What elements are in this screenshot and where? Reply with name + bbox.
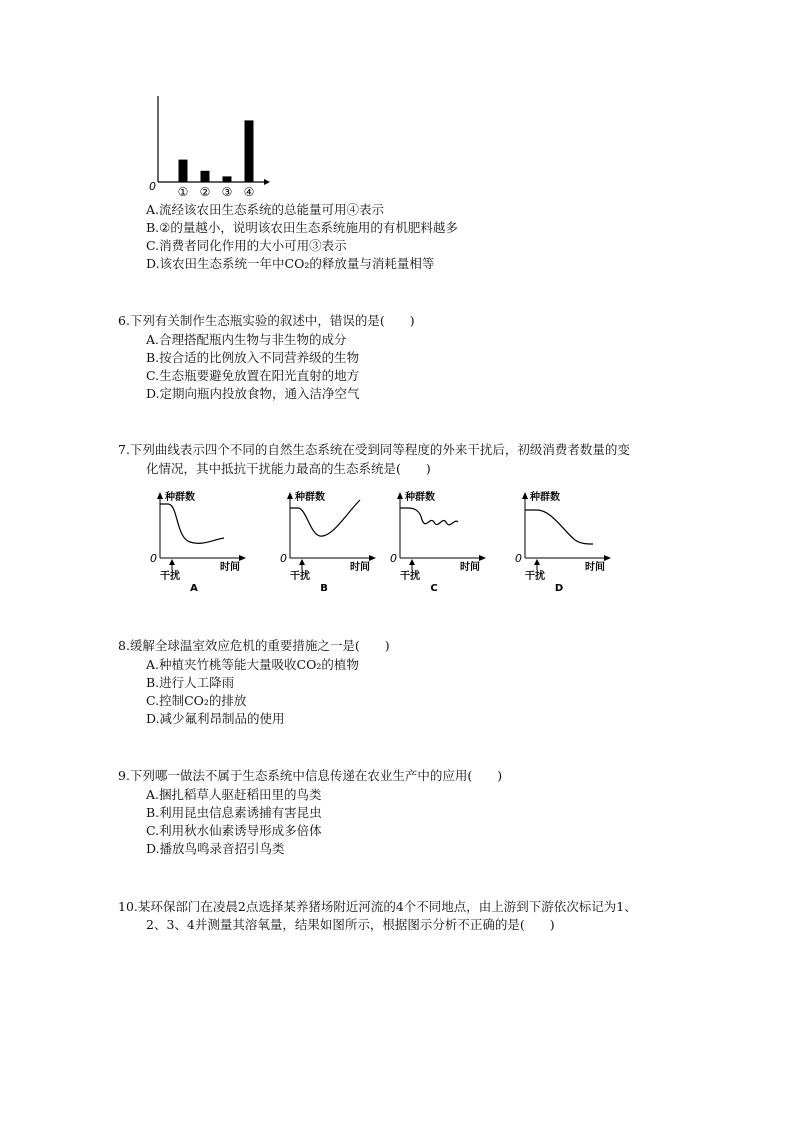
- q6-option-d: D.定期向瓶内投放食物，通入洁净空气: [146, 386, 360, 401]
- q6-option-a: A.合理搭配瓶内生物与非生物的成分: [146, 332, 347, 347]
- q7-graph-d: [515, 490, 615, 595]
- q5-bar-3: [223, 176, 232, 182]
- q6-stem: 6.下列有关制作生态瓶实验的叙述中，错误的是( ): [118, 313, 415, 328]
- q7-disturb-label: 干扰: [400, 571, 420, 582]
- q7-y-label: 种群数: [295, 492, 325, 503]
- q9-option-c: C.利用秋水仙素诱导形成多倍体: [146, 823, 322, 838]
- q9-stem: 9.下列哪一做法不属于生态系统中信息传递在农业生产中的应用( ): [118, 768, 503, 783]
- q7-x-label: 时间: [460, 562, 480, 573]
- q5-origin-label: 0: [149, 180, 156, 193]
- q7-panel-label: D: [554, 583, 564, 594]
- q8-option-d: D.减少氟利昂制品的使用: [146, 711, 285, 726]
- q7-y-label: 种群数: [165, 492, 195, 503]
- q7-origin-label: 0: [390, 552, 397, 565]
- q7-x-label: 时间: [585, 562, 605, 573]
- q7-panel-label: C: [430, 583, 438, 594]
- q8-option-b: B.进行人工降雨: [146, 675, 235, 690]
- q5-tick-label-2: ②: [199, 185, 211, 199]
- q6-option-b: B.按合适的比例放入不同营养级的生物: [146, 350, 360, 365]
- q5-tick-label-3: ③: [221, 185, 233, 199]
- q6-option-c: C.生态瓶要避免放置在阳光直射的地方: [146, 368, 360, 383]
- q5-option-b: B.②的量越小，说明该农田生态系统施用的有机肥料越多: [146, 220, 458, 235]
- q7-graph-b: [280, 490, 380, 595]
- q5-bar-2: [201, 171, 210, 182]
- q7-y-label: 种群数: [530, 492, 560, 503]
- q9-option-b: B.利用昆虫信息素诱捕有害昆虫: [146, 805, 322, 820]
- q7-y-label: 种群数: [405, 492, 435, 503]
- q7-graph-c: [390, 490, 490, 595]
- q5-bar-4: [245, 120, 254, 182]
- q5-x-arrow: [264, 179, 270, 185]
- q9-option-a: A.捆扎稻草人驱赶稻田里的鸟类: [146, 787, 322, 802]
- q5-bar-1: [179, 160, 188, 182]
- q5-tick-label-1: ①: [177, 185, 189, 199]
- q7-graph-a: [150, 490, 250, 595]
- q8-option-a: A.种植夹竹桃等能大量吸收CO₂的植物: [146, 657, 359, 672]
- q5-option-a: A.流经该农田生态系统的总能量可用④表示: [146, 202, 385, 217]
- q8-stem: 8.缓解全球温室效应危机的重要措施之一是( ): [118, 638, 390, 653]
- q7-stem-line2: 化情况，其中抵抗干扰能力最高的生态系统是( ): [146, 461, 431, 476]
- q5-option-c: C.消费者同化作用的大小可用③表示: [146, 238, 347, 253]
- q10-stem-line2: 2、3、4并测量其溶氧量，结果如图所示，根据图示分析不正确的是( ): [146, 917, 555, 932]
- q7-origin-label: 0: [515, 552, 522, 565]
- q7-panel-label: B: [320, 583, 328, 594]
- q7-panel-label: A: [190, 583, 198, 594]
- q5-option-d: D.该农田生态系统一年中CO₂的释放量与消耗量相等: [146, 256, 435, 271]
- q7-disturb-label: 干扰: [525, 571, 545, 582]
- q7-x-label: 时间: [220, 562, 240, 573]
- q5-tick-label-4: ④: [243, 185, 255, 199]
- q8-option-c: C.控制CO₂的排放: [146, 693, 247, 708]
- q7-origin-label: 0: [150, 552, 157, 565]
- q9-option-d: D.播放鸟鸣录音招引鸟类: [146, 841, 285, 856]
- q7-origin-label: 0: [280, 552, 287, 565]
- q7-x-label: 时间: [350, 562, 370, 573]
- q7-disturb-label: 干扰: [160, 571, 180, 582]
- q7-disturb-label: 干扰: [290, 571, 310, 582]
- q5-bar-chart: [140, 92, 280, 202]
- q7-stem-line1: 7.下列曲线表示四个不同的自然生态系统在受到同等程度的外来干扰后，初级消费者数量的变: [118, 442, 630, 457]
- q10-stem-line1: 10.某环保部门在凌晨2点选择某养猪场附近河流的4个不同地点，由上游到下游依次标记为1、: [118, 899, 637, 914]
